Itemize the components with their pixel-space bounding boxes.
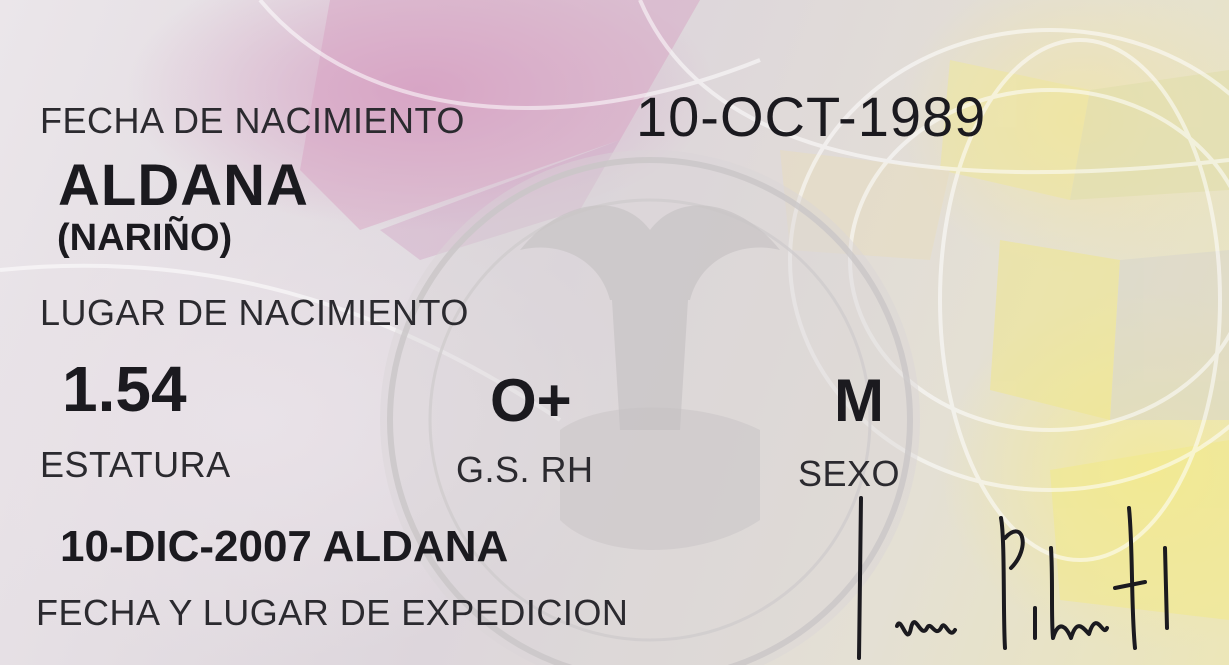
height-label: ESTATURA (40, 444, 231, 485)
birth-place-label: LUGAR DE NACIMIENTO (40, 292, 469, 333)
signature-stroke (897, 622, 955, 634)
signature-stroke (859, 498, 861, 658)
signature-stroke (1001, 518, 1023, 648)
birth-date-value: 10-OCT-1989 (636, 85, 987, 148)
birth-region-value: (NARIÑO) (57, 217, 233, 259)
signature-stroke (1035, 548, 1107, 638)
sex-value: M (834, 367, 884, 434)
signature-image (845, 478, 1185, 665)
issue-date-place-label: FECHA Y LUGAR DE EXPEDICION (36, 592, 629, 633)
blood-type-value: O+ (490, 367, 572, 434)
birth-date-label: FECHA DE NACIMIENTO (40, 100, 465, 141)
birth-city-value: ALDANA (58, 153, 309, 218)
signature-stroke (1165, 548, 1167, 628)
issue-date-place-value: 10-DIC-2007 ALDANA (60, 522, 509, 571)
blood-type-label: G.S. RH (456, 449, 594, 490)
height-value: 1.54 (62, 353, 187, 425)
signature-stroke (1115, 508, 1145, 648)
sex-label: SEXO (798, 453, 901, 494)
